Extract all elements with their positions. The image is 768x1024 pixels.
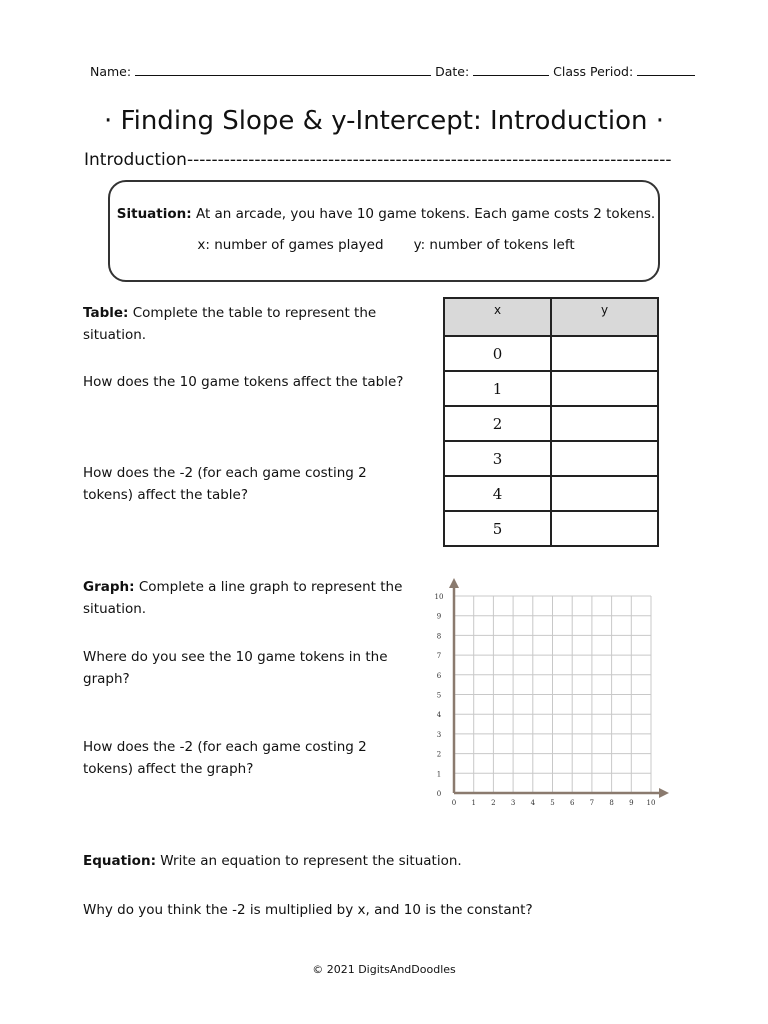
x-tick-label: 10 (646, 799, 656, 807)
x-header: x (444, 298, 551, 336)
x-tick-label: 0 (451, 799, 457, 807)
situation-line (110, 206, 662, 222)
x-cell: 3 (444, 441, 551, 476)
x-tick-label: 1 (471, 799, 476, 807)
y-tick-label: 0 (436, 790, 442, 798)
x-tick-label: 2 (491, 799, 496, 807)
xy-table-wrap (443, 297, 659, 547)
table-instruction (83, 302, 413, 346)
y-cell[interactable] (551, 441, 658, 476)
y-cell[interactable] (551, 336, 658, 371)
x-cell: 4 (444, 476, 551, 511)
y-cell[interactable] (551, 476, 658, 511)
y-tick-label: 4 (436, 711, 442, 720)
name-blank[interactable] (135, 63, 431, 76)
situation-box (108, 180, 660, 282)
variable-definitions (110, 237, 662, 253)
period-label: Class Period: (553, 64, 634, 79)
y-axis-arrow-icon (449, 578, 459, 588)
y-tick-labels (435, 593, 444, 798)
graph-instruction (83, 576, 413, 620)
x-tick-label: 8 (609, 799, 614, 807)
table-text: Complete the table to represent the situation. (83, 305, 377, 343)
x-tick-label: 7 (589, 799, 595, 807)
graph-grid (454, 596, 651, 793)
page-title: · Finding Slope & y-Intercept: Introduction · (104, 106, 664, 136)
graph-axes (449, 578, 669, 798)
table-question-2: How does the -2 (for each game costing 2 tokens) affect the table? (83, 465, 367, 503)
y-header: y (551, 298, 658, 336)
graph-question-2: How does the -2 (for each game costing 2 tokens) affect the graph? (83, 739, 367, 777)
x-cell: 5 (444, 511, 551, 546)
equation-question-1: Why do you think the -2 is multiplied by x, and 10 is the constant? (83, 902, 533, 918)
blank-graph[interactable] (425, 570, 675, 815)
equation-label: Equation: (83, 853, 156, 869)
equation-text: Write an equation to represent the situation. (155, 853, 462, 869)
x-cell: 0 (444, 336, 551, 371)
y-cell[interactable] (551, 406, 658, 441)
situation-text: At an arcade, you have 10 game tokens. Each game costs 2 tokens. (191, 206, 656, 222)
x-axis-arrow-icon (659, 788, 669, 798)
y-cell[interactable] (551, 371, 658, 406)
intro-heading: Introduction------------------------------------------------------------------------------- (84, 150, 672, 170)
graph-text: Complete a line graph to represent the situation. (83, 579, 403, 617)
graph-question-1: Where do you see the 10 game tokens in the graph? (83, 649, 388, 687)
y-tick-label: 3 (436, 730, 442, 739)
y-tick-label: 10 (434, 593, 444, 601)
y-tick-label: 5 (436, 691, 442, 700)
period-blank[interactable] (637, 63, 695, 76)
date-label: Date: (435, 64, 470, 79)
y-tick-label: 2 (436, 750, 442, 759)
header-line (90, 63, 695, 79)
x-cell: 2 (444, 406, 551, 441)
xy-table (443, 297, 659, 547)
table-label: Table: (83, 305, 129, 321)
y-tick-label: 7 (436, 652, 442, 661)
date-blank[interactable] (473, 63, 549, 76)
y-tick-label: 8 (436, 632, 442, 641)
x-tick-label: 6 (569, 799, 575, 807)
situation-label: Situation: (116, 206, 192, 222)
x-definition: x: number of games played (197, 237, 384, 253)
x-tick-label: 5 (550, 799, 555, 807)
y-tick-label: 6 (436, 671, 442, 680)
x-tick-label: 9 (629, 799, 634, 807)
footer-copyright: © 2021 DigitsAndDoodles (312, 963, 456, 976)
y-tick-label: 1 (436, 770, 442, 779)
graph-label: Graph: (83, 579, 135, 595)
y-cell[interactable] (551, 511, 658, 546)
x-tick-label: 4 (530, 799, 536, 807)
x-cell: 1 (444, 371, 551, 406)
table-question-1: How does the 10 game tokens affect the table? (83, 374, 404, 390)
name-label: Name: (90, 64, 132, 79)
equation-instruction (83, 850, 583, 872)
y-definition: y: number of tokens left (413, 237, 575, 253)
y-tick-label: 9 (436, 612, 442, 621)
x-tick-labels (452, 799, 656, 807)
x-tick-label: 3 (510, 799, 516, 807)
